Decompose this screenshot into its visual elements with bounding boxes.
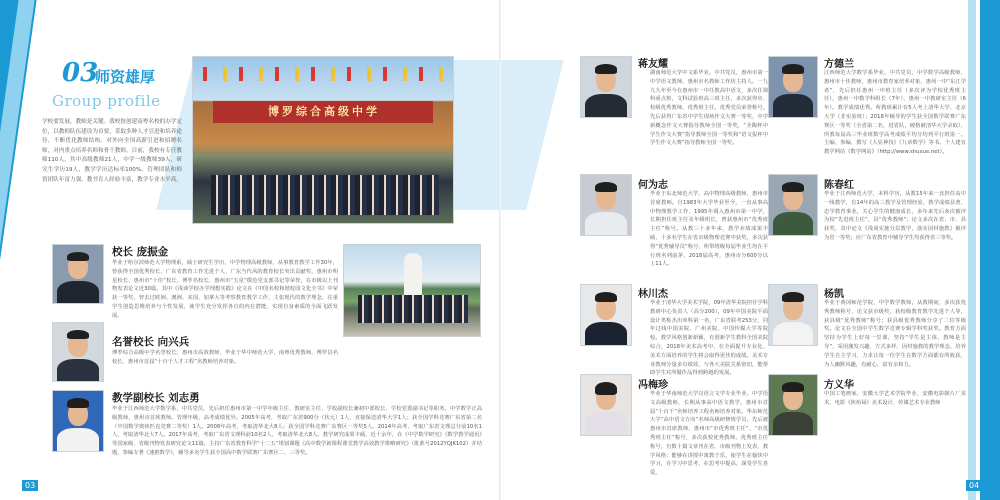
right-light-band [968, 0, 976, 500]
right-blue-band [980, 0, 1000, 500]
staff-name: 何为志 [638, 180, 668, 191]
page-fold [499, 0, 501, 500]
staff-name: 名誉校长 向兴兵 [112, 336, 190, 348]
teacher-group [211, 175, 439, 215]
staff-name: 教学副校长 刘志勇 [112, 392, 200, 404]
staff-name: 冯梅珍 [638, 380, 668, 391]
staff-name: 校长 庞振金 [112, 246, 169, 258]
teacher-portrait [580, 284, 632, 346]
staff-bio: 毕业于哈尔滨师范大学物理系，硕士研究生学历，中学物理高级教师，从事教育教学工作30年，曾获得全国优秀校长、广东省教育工作先进个人、广东当代风的教育校长突出贡献奖、惠州市明星校长、惠州市“十佳”校长、博罗名校长、惠州市“五星”模范党支部书记等荣誉，在市级以上刊物发表论文近30篇，其中《浅谈学校办学理想实践》论文在《中国名校和谐校园文化全书》中荣获一等奖，曾去过欧洲、澳洲、美国、加拿大等考察教育教学工作，主张现代的教学理念，注重学生创造思维培养与个性发展，使学生充分发挥各自的内在潜能，实现自身素质的全面飞跃发展。 [112, 260, 338, 319]
staff-bio: 中国工笔画家，安徽大学艺术学院毕业，安徽电影制片厂美术，电影《焦裕禄》美术设计，传媒艺术专业教师 [824, 391, 966, 406]
school-sign: 博罗综合高级中学 [268, 105, 380, 118]
teacher-portrait [580, 174, 632, 236]
staff-name: 林川杰 [638, 289, 668, 300]
teacher-group [358, 295, 468, 323]
staff-bio: 毕业于东北师范大学，高中物理高级教师，惠州市首席教师。自1983年大学毕业至今，一直从事高中物理教学工作，1995年调入惠州市第一中学，长期担任班主任及年级组长，曾获惠州市“优秀班主任”称号。从教三十多年来，教学业绩成果丰硕，十多名学生在省市级物理竞赛中获奖，多次获得“优秀辅导员”称号，所带班级每届毕业生均在平行班名列前茅，2018届高考，惠州市分600分以上11人。 [650, 191, 768, 268]
teacher-portrait [768, 374, 818, 436]
school-group-photo [192, 56, 454, 224]
staff-name: 杨凯 [824, 289, 844, 300]
page-number-left: 03 [22, 480, 38, 491]
staff-bio: 毕业于黄冈师范学院，中学数学教师，从教期间，多次获优秀教师称号，论文获市级奖，获校级教育教学先进个人等，获县级“优秀教师”称号；获县级优秀教师分享了二位等级奖。论文在全国中学生数学竞赛专辑学科奖获奖。教育方面坚持为学生上好每一堂课，坚持“学生是主体，教师是主导”，采用激发兴趣、方式多样、因材施教的教学理念，培养学生自主学习，力求让每一位学生在数学方面都有所收获，为人幽默风趣，有耐心，富有亲和力。 [824, 300, 966, 368]
statue [404, 253, 422, 297]
teacher-portrait [768, 56, 818, 118]
intro-paragraph: 学校要发展，教师是关键。我校按创建南粤名校的办学定位，以教师队伍建设为首要，采取多种人才引进和培养途径，不断优化教师结构。对外向全国高薪引进和招聘名师，对内重点培养名师和骨干教师。目前，我校有专任教师110人，其中高级教师21人，中学一级教师39人，研究生学历19人，教学学历达标率100%。管理团队和师资团队年富力强，教书育人经验丰富，教学专业水平高。 [42, 119, 182, 183]
staff-bio: 毕业于江西师范大学，本科学历，从教15年来一直担任高中一线教学，有14年的高三教学及管理经验，教学成绩显著，态学教育事业，关心学生的健康成长，多年来先后多次被评为校“先进班主任”，县“优秀教师”；论文多次在省、市、县获奖，其中论文《浅谈实施分层教学，落实因材施教》被评为省一等奖；应广东省教育中辅导学生均获得省三等奖。 [824, 191, 966, 241]
staff-bio: 博罗综合高级中学名誉校长，惠州市高效教师，毕业于华中师范大学，南粤优秀教师，博罗县名校长，惠州市首届“十百千人才工程”名教师培养对象。 [112, 350, 338, 365]
staff-bio: 毕业于江西师范大学数学系，中共党员，先后担任惠州市第一中学年级主任、教研室主任、学校副校长兼初中部校长、学校党委副书记等职务。中学数学正高级教师，惠州市首席教师。管理年级，高考成绩优异。2005年高考，考取广东省900分（状元）1人，直接保送清华大学1人；获全国学科竞赛广东省第二名（中国数学奥林匹克竞赛二等奖）1人。2008年高考，考取清华北大8人；获全国学科竞赛广东赛区一等奖5人。2014年高考，考取广东省文理总分前10名1人，考取清华北大7人。2017年高考，考取广东省文理科前10名2人，考取清华北大8人。教学研究成果丰硕，近十余年，在《中学数学研究》《数学教学通讯》等国家级、省级刊物发表研究论文11篇，主持广东省教育科学“十二五”规划课题《高中数学新课程课堂教学高效教学策略研究》（批准号2012YQJK102）并结题，参编专著《速推数学》，辅导多名学生获全国高中数学联赛广东赛区二、三等奖。 [112, 406, 482, 456]
teacher-portrait [580, 56, 632, 118]
section-number: 03 [62, 58, 99, 88]
vice-principal-portrait [52, 390, 104, 452]
staff-bio: 毕业于清华大学美术学院，09年清华美院担任学科教研中心负责人（高分200），09年中国美院平面设计类称杰出单科第一名，广东省联考253分，同年过线中国美院、广州美院、中国传媒大学等院校。教学风格创新新颖，有创新学生教科全国美院综合，2018年美术高考中，在全面提升专业化、美术方面培养的学生将会取得更佳的成绩。美术专业教师分量多有绩效，与各大美院关系密切，能帮助学生对所做作品得到跨越的发展。 [650, 300, 768, 377]
honorary-principal-portrait [52, 322, 104, 382]
section-title: 师资雄厚 [95, 68, 156, 86]
staff-name: 方德兰 [824, 59, 854, 70]
section-subtitle: Group profile [52, 92, 161, 110]
teacher-portrait [768, 174, 818, 236]
principal-portrait [52, 244, 104, 304]
staff-name: 方义华 [824, 380, 854, 391]
staff-name: 蒋友耀 [638, 59, 668, 70]
teacher-portrait [768, 284, 818, 346]
campus-group-photo [343, 244, 481, 337]
staff-bio: 毕业于华南师范大学汉语言文学专业毕业，中学语文高级教师，长期从事高中语文教学，惠州市首届“十百千”名师培养工程名师培养对象。华东师范大学“高中语文方向”名师高级研修班学员，先后被惠州市首席教师、惠州市“市优秀班主任”、“市优秀班主任”称号，多次获校优秀教师、优秀班主任称号，有数十篇文章刊在省、市级刊物上发表，教学风格：能够在讲授中寓教于乐，使学生在愉快中学习，在学习中思考，在思考中提高，深受学生喜爱。 [650, 391, 768, 477]
page-number-right: 04 [966, 480, 982, 491]
staff-bio: 湖南师范大学中文系毕业，中共党员，惠州市第一中学语文教师，惠州市名教师工作坊主持人。一九九九年至今在惠州市一中任教高中语文，多次任课科重点班，文科试验班高三班主任，多次获得市、校级优秀教师、优秀班主任。优秀党员荣誉称号。先后获得广东省中学生现场作文大赛一等奖，中学新概念作文大赛指导教师全国一等奖，“圣陶杯中学生作文大赛”指导教师全国一等奖和“语文报杯中学生作文大赛”指导教师全国一等奖。 [650, 70, 768, 147]
flags [203, 67, 443, 81]
teacher-portrait [580, 374, 632, 436]
staff-name: 陈春红 [824, 180, 854, 191]
staff-bio: 江西师范大学数学系毕业，中共党员，中学数学高级教师，惠州市十佳教师，惠州市教育家培养对象，惠州一中“东江学者”，先后担任惠州一中班主任（多次评为学校优秀班主任），惠州一中数学科组长（7年），惠州一中教研室主任（6年）。教学成绩优秀。所教班累计有5人考上清华大学、北京大学（非实验班）；2018年辅导的学生获全国数学联赛广东赛区一等奖（全省第二名，进省队，破格被清华大学录取），所教每届高三毕业班数学高考成绩平均分均列平行班第一。主编、参编、撰写《大显神技》《九章数学》等书。个人建有教学网站《数学网站》（http://www.shuxue.net）。 [824, 70, 966, 156]
